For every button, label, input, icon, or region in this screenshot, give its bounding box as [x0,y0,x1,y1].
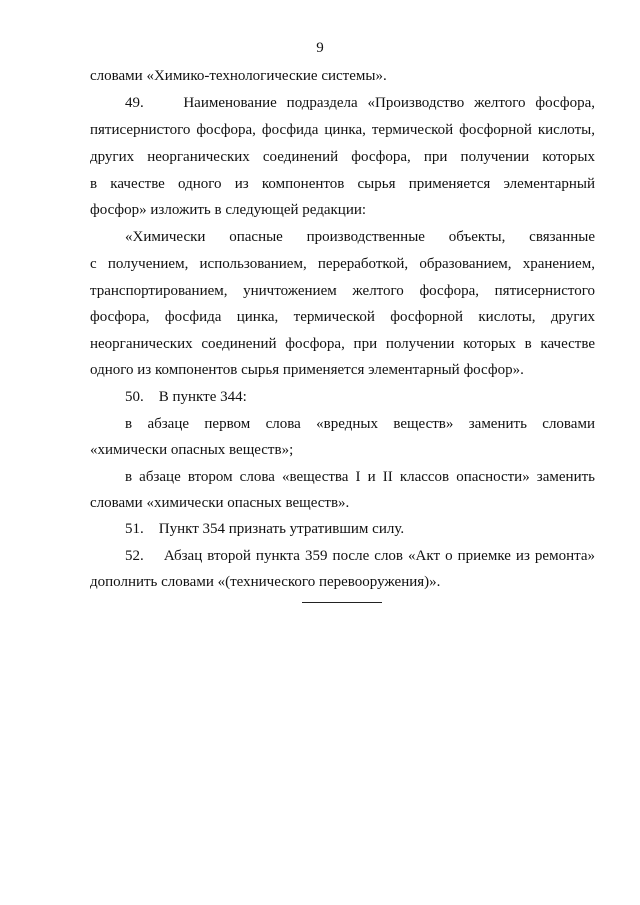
text-line: «химически опасных веществ»; [90,442,294,458]
page-number: 9 [316,40,324,56]
text-line: словами «химически опасных веществ». [90,495,350,511]
text-line: пятисернистого фосфора, фосфида цинка, термической фосфорной кислоты, [90,122,595,138]
text-line: словами «Химико-технологические системы». [90,68,387,84]
text-line: в качестве одного из компонентов сырья применяется элементарный [90,176,595,192]
text-line: в абзаце первом слова «вредных веществ» заменить словами [125,416,595,432]
text-line: транспортированием, уничтожением желтого фосфора, пятисернистого [90,283,595,299]
text-line: других неорганических соединений фосфора, при получении которых [90,149,595,165]
text-line: неорганических соединений фосфора, при получении которых в качестве [90,336,595,352]
item-51-line: 51. Пункт 354 признать утратившим силу. [125,521,405,537]
item-50-line: 50. В пункте 344: [125,389,247,405]
quote-first-line: «Химически опасные производственные объекты, связанные [125,229,595,245]
text-line: одного из компонентов сырья применяется элементарный фосфор». [90,362,524,378]
text-line: фосфора, фосфида цинка, термической фосфорной кислоты, других [90,309,595,325]
text-line: в абзаце втором слова «вещества I и II классов опасности» заменить [125,469,595,485]
text-line: дополнить словами «(технического перевооружения)». [90,574,441,590]
text-line: фосфор» изложить в следующей редакции: [90,202,367,218]
text-line: с получением, использованием, переработкой, образованием, хранением, [90,256,595,272]
item-52-first-line: 52. Абзац второй пункта 359 после слов «Акт о приемке из ремонта» [125,548,595,564]
item-49-first-line: 49. Наименование подраздела «Производство желтого фосфора, [125,95,595,111]
end-separator-line [302,602,382,603]
